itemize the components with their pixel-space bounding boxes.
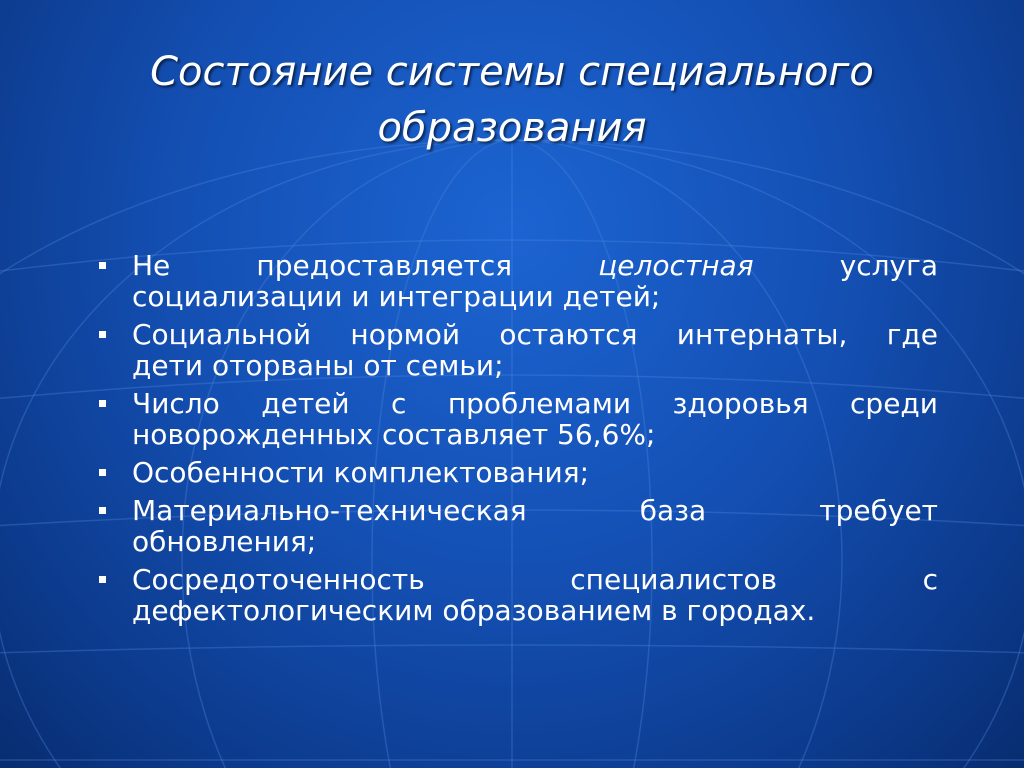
- bullet-line: Число детей с проблемами здоровья среди: [132, 387, 938, 420]
- bullet-item-staffing: [96, 457, 938, 488]
- bullet-text: Не предоставляется: [132, 249, 599, 282]
- bullet-item-integral-service: [96, 250, 938, 312]
- slide-title-line-1: Состояние системы специального: [150, 49, 874, 95]
- slide-title: [80, 44, 944, 156]
- bullet-line: новорожденных составляет 56,6%;: [132, 418, 656, 451]
- square-bullet-icon: [99, 331, 106, 338]
- bullet-item-newborn-health: [96, 388, 938, 450]
- bullet-line: обновления;: [132, 525, 317, 558]
- bullet-item-specialists-concentration: [96, 564, 938, 626]
- square-bullet-icon: [99, 576, 106, 583]
- square-bullet-icon: [99, 262, 106, 269]
- bullet-item-boarding-schools: [96, 319, 938, 381]
- bullet-line: дети оторваны от семьи;: [132, 349, 504, 382]
- bullet-line: социализации и интеграции детей;: [132, 280, 661, 313]
- square-bullet-icon: [99, 469, 106, 476]
- bullet-text: услуга: [753, 249, 938, 282]
- bullet-line: дефектологическим образованием в городах.: [132, 594, 816, 627]
- square-bullet-icon: [99, 507, 106, 514]
- bullet-line: Сосредоточенность специалистов с: [132, 563, 938, 596]
- bullet-item-material-base: [96, 495, 938, 557]
- square-bullet-icon: [99, 400, 106, 407]
- bullet-line: Материально-техническая база требует: [132, 494, 938, 527]
- bullet-line: [132, 250, 938, 281]
- bullet-line: Особенности комплектования;: [132, 456, 589, 489]
- bullet-text-italic: целостная: [598, 249, 754, 282]
- bullet-list: [96, 250, 938, 633]
- slide-title-line-2: образования: [377, 105, 647, 151]
- bullet-line: Социальной нормой остаются интернаты, где: [132, 318, 938, 351]
